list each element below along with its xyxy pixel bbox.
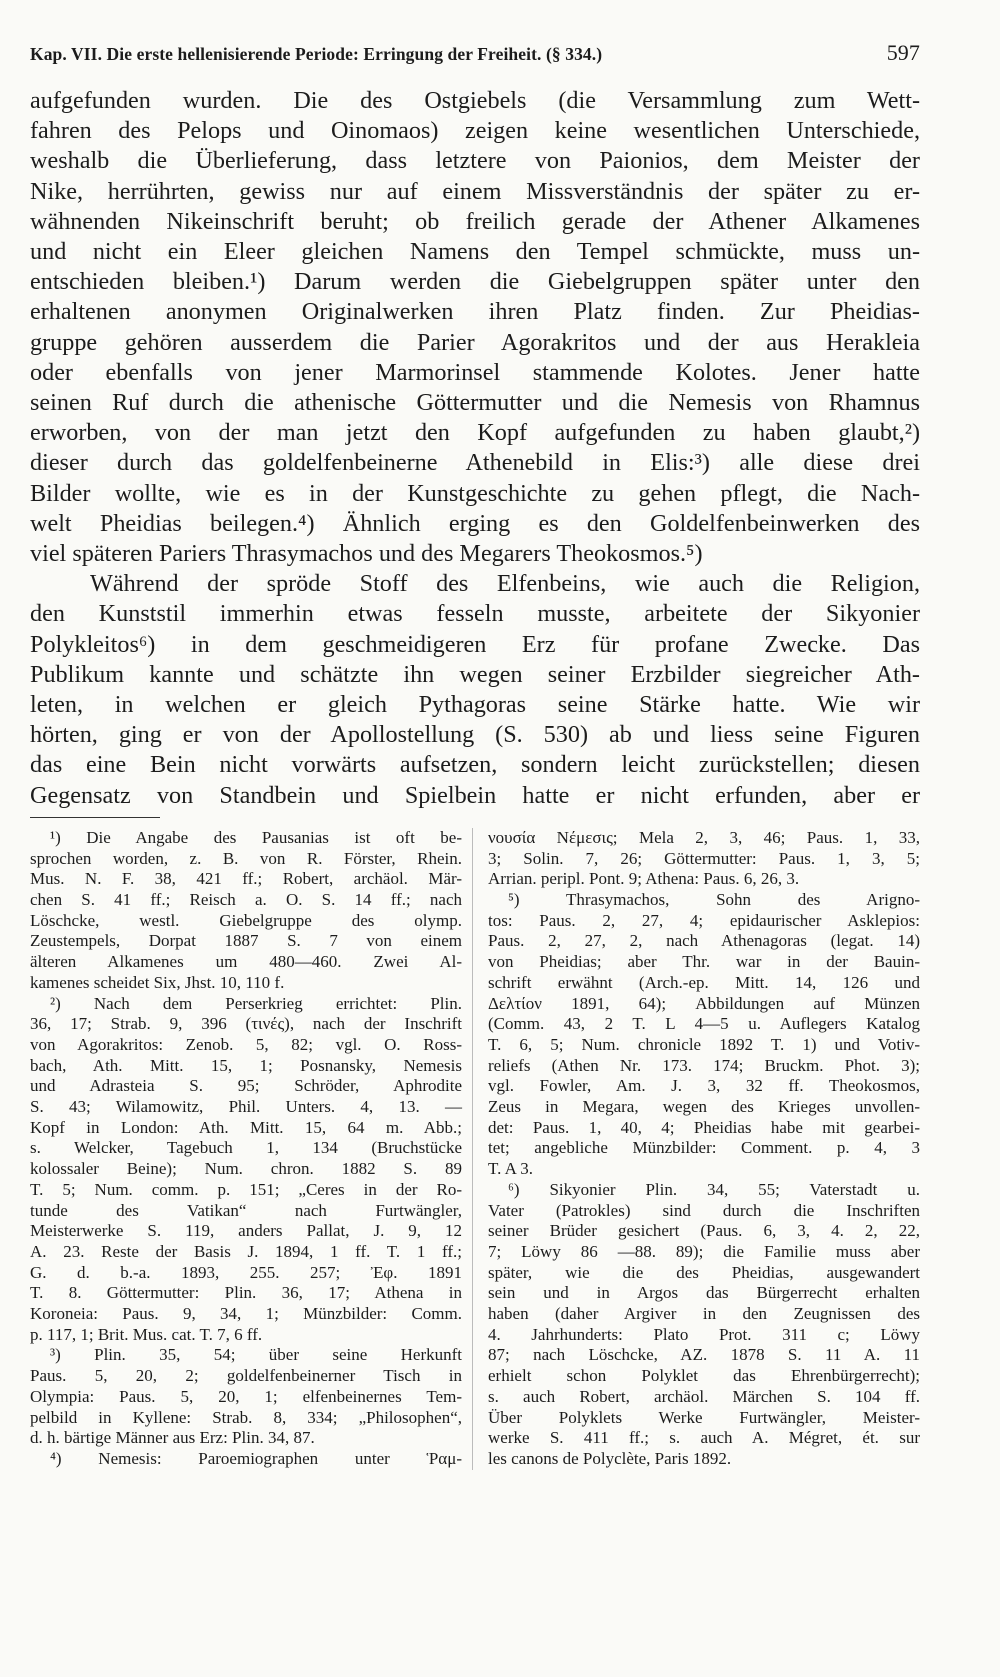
footnote-line: Zeus in Megara, wegen des Krieges unvollen- — [488, 1097, 920, 1117]
main-text — [30, 86, 920, 811]
footnote-line: Vater (Patrokles) sind durch die Inschriften — [488, 1200, 920, 1220]
body-line: den Kunststil immerhin etwas fesseln musste, arbeitete der Sikyonier — [30, 600, 920, 628]
footnote-line: sein und in Argos das Bürgerrecht erhalten — [488, 1283, 920, 1303]
body-line: Gegensatz von Standbein und Spielbein hatte er nicht erfunden, aber er — [30, 781, 920, 809]
footnote-line: A. 23. Reste der Basis J. 1894, 1 ff. T. 1 ff.; — [30, 1241, 462, 1261]
book-page — [30, 40, 920, 1470]
footnote-line: haben (daher Argiver in den Zeugnissen des — [488, 1304, 920, 1324]
footnotes-right-column — [478, 828, 920, 1470]
footnote-line: ³) Plin. 35, 54; über seine Herkunft — [50, 1345, 462, 1365]
footnote-line: ⁶) Sikyonier Plin. 34, 55; Vaterstadt u. — [508, 1179, 920, 1199]
footnote-line: ⁴) Nemesis: Paroemiographen unter Ῥαμ- — [50, 1448, 462, 1468]
footnote-line: vgl. Fowler, Am. J. 3, 32 ff. Theokosmos, — [488, 1076, 920, 1096]
footnote-line: von Pheidias; aber Thr. war in der Bauin- — [488, 952, 920, 972]
footnote-line: G. d. b.-a. 1893, 255. 257; Ἐφ. 1891 — [30, 1262, 462, 1282]
footnote-line: schrift erwähnt (Arch.-ep. Mitt. 14, 126 und — [488, 972, 920, 992]
footnote-line: tunde des Vatikan“ nach Furtwängler, — [30, 1200, 462, 1220]
footnote-line: s. auch Robert, archäol. Märchen S. 104 ff. — [488, 1386, 920, 1406]
footnote-line: T. 5; Num. comm. p. 151; „Ceres in der Ro- — [30, 1179, 462, 1199]
footnote-line: bach, Ath. Mitt. 15, 1; Posnansky, Nemesis — [30, 1055, 462, 1075]
footnote-line: Über Polyklets Werke Furtwängler, Meister- — [488, 1407, 920, 1427]
footnote-line: Δελτίον 1891, 64); Abbildungen auf Münzen — [488, 993, 920, 1013]
footnote-line: Arrian. peripl. Pont. 9; Athena: Paus. 6, 26, 3. — [488, 869, 800, 889]
body-line: weshalb die Überlieferung, dass letztere von Paionios, dem Meister der — [30, 147, 920, 175]
footnote-line: seiner Brüder gesichert (Paus. 6, 3, 4. 2, 22, — [488, 1221, 920, 1241]
footnote-line: Meisterwerke S. 119, anders Pallat, J. 9, 12 — [30, 1221, 462, 1241]
footnote-line: les canons de Polyclète, Paris 1892. — [488, 1448, 732, 1468]
footnote-line: Olympia: Paus. 5, 20, 1; elfenbeinernes Tem- — [30, 1386, 462, 1406]
footnote-line: T. A 3. — [488, 1159, 534, 1179]
body-line: leten, in welchen er gleich Pythagoras seine Stärke hatte. Wie wir — [30, 691, 920, 719]
footnote-line: reliefs (Athen Nr. 173. 174; Bruckm. Phot. 3); — [488, 1055, 920, 1075]
footnotes — [30, 828, 920, 1470]
footnote-line: erhielt schon Polyklet das Ehrenbürgerrecht); — [488, 1366, 920, 1386]
footnote-line: Paus. 5, 20, 2; goldelfenbeinerner Tisch in — [30, 1366, 462, 1386]
footnote-line: Paus. 2, 27, 2, nach Athenagoras (legat. 14) — [488, 931, 920, 951]
footnote-line: (Comm. 43, 2 T. L 4—5 u. Auflegers Katalog — [488, 1014, 920, 1034]
body-line: Polykleitos⁶) in dem geschmeidigeren Erz für profane Zwecke. Das — [30, 630, 920, 658]
footnote-line: 7; Löwy 86 —88. 89); die Familie muss aber — [488, 1241, 920, 1261]
footnote-line: Löschcke, westl. Giebelgruppe des olymp. — [30, 910, 462, 930]
body-line: welt Pheidias beilegen.⁴) Ähnlich erging es den Goldelfenbeinwerken des — [30, 509, 920, 537]
body-line: Bilder wollte, wie es in der Kunstgeschichte zu gehen pflegt, die Nach- — [30, 479, 920, 507]
footnote-line: 36, 17; Strab. 9, 396 (τινές), nach der Inschrift — [30, 1014, 462, 1034]
footnote-line: später, wie die des Pheidias, ausgewandert — [488, 1262, 920, 1282]
footnote-line: ¹) Die Angabe des Pausanias ist oft be- — [50, 827, 462, 847]
footnotes-left-column — [30, 828, 473, 1470]
footnote-line: tet; angebliche Münzbilder: Comment. p. 4, 3 — [488, 1138, 920, 1158]
body-line: das eine Bein nicht vorwärts aufsetzen, sondern leicht zurückstellen; diesen — [30, 751, 920, 779]
footnote-line: und Adrasteia S. 95; Schröder, Aphrodite — [30, 1076, 462, 1096]
running-head — [30, 40, 920, 66]
page-number: 597 — [886, 40, 920, 65]
footnote-line: kamenes scheidet Six, Jhst. 10, 110 f. — [30, 972, 285, 992]
body-line: viel späteren Pariers Thrasymachos und des Megarers Theokosmos.⁵) — [30, 540, 703, 568]
footnote-line: älteren Alkamenes um 480—460. Zwei Al- — [30, 952, 462, 972]
footnote-line: werke S. 411 ff.; s. auch A. Mégret, ét. sur — [488, 1428, 920, 1448]
footnote-line: kolossaler Beine); Num. chron. 1882 S. 89 — [30, 1159, 462, 1179]
footnote-line: sprochen worden, z. B. von R. Förster, Rhein. — [30, 848, 462, 868]
body-line: fahren des Pelops und Oinomaos) zeigen keine wesentlichen Unterschiede, — [30, 117, 920, 145]
footnote-line: det: Paus. 1, 40, 4; Pheidias habe mit gearbei- — [488, 1117, 920, 1137]
footnote-line: T. 6, 5; Num. chronicle 1892 T. 1) und Votiv- — [488, 1034, 920, 1054]
footnote-line: Zeustempels, Dorpat 1887 S. 7 von einem — [30, 931, 462, 951]
body-line: seinen Ruf durch die athenische Göttermutter und die Nemesis von Rhamnus — [30, 389, 920, 417]
footnote-line: ²) Nach dem Perserkrieg errichtet: Plin. — [50, 993, 462, 1013]
footnote-line: S. 43; Wilamowitz, Phil. Unters. 4, 13. — — [30, 1097, 462, 1117]
footnote-line: Kopf in London: Ath. Mitt. 15, 64 m. Abb.; — [30, 1117, 462, 1137]
footnote-line: s. Welcker, Tagebuch 1, 134 (Bruchstücke — [30, 1138, 462, 1158]
body-line: entschieden bleiben.¹) Darum werden die Giebelgruppen später unter den — [30, 268, 920, 296]
body-line: gruppe gehören ausserdem die Parier Agorakritos und der aus Herakleia — [30, 328, 920, 356]
body-line: oder ebenfalls von jener Marmorinsel stammende Kolotes. Jener hatte — [30, 358, 920, 386]
footnote-line: ⁵) Thrasymachos, Sohn des Arigno- — [508, 889, 920, 909]
body-line: erhaltenen anonymen Originalwerken ihren Platz finden. Zur Pheidias- — [30, 298, 920, 326]
footnote-line: p. 117, 1; Brit. Mus. cat. T. 7, 6 ff. — [30, 1324, 263, 1344]
body-line: und nicht ein Eleer gleichen Namens den Tempel schmückte, muss un- — [30, 238, 920, 266]
footnote-line: von Agorakritos: Zenob. 5, 82; vgl. O. Ross- — [30, 1034, 462, 1054]
footnote-rule — [30, 817, 160, 818]
footnote-line: 87; nach Löschcke, AZ. 1878 S. 11 A. 11 — [488, 1345, 920, 1365]
footnote-line: d. h. bärtige Männer aus Erz: Plin. 34, 87. — [30, 1428, 315, 1448]
body-line: erworben, von der man jetzt den Kopf aufgefunden zu haben glaubt,²) — [30, 419, 920, 447]
footnote-line: νουσία Νέμεσις; Mela 2, 3, 46; Paus. 1, 33, — [488, 827, 920, 847]
body-line: hörten, ging er von der Apollostellung (S. 530) ab und liess seine Figuren — [30, 721, 920, 749]
footnote-line: pelbild in Kyllene: Strab. 8, 334; „Philosophen“, — [30, 1407, 462, 1427]
footnote-line: Mus. N. F. 38, 421 ff.; Robert, archäol. Mär- — [30, 869, 462, 889]
body-line: Während der spröde Stoff des Elfenbeins, wie auch die Religion, — [90, 570, 920, 598]
body-line: Nike, herrührten, gewiss nur auf einem Missverständnis der später zu er- — [30, 177, 920, 205]
footnote-line: chen S. 41 ff.; Reisch a. O. S. 14 ff.; nach — [30, 889, 462, 909]
body-line: dieser durch das goldelfenbeinerne Athenebild in Elis:³) alle diese drei — [30, 449, 920, 477]
footnote-line: 3; Solin. 7, 26; Göttermutter: Paus. 1, 3, 5; — [488, 848, 920, 868]
footnote-line: T. 8. Göttermutter: Plin. 36, 17; Athena in — [30, 1283, 462, 1303]
chapter-title: Kap. VII. Die erste hellenisierende Periode: Erringung der Freiheit. (§ 334.) — [30, 44, 603, 64]
footnote-line: tos: Paus. 2, 27, 4; epidaurischer Asklepios: — [488, 910, 920, 930]
body-line: Publikum kannte und schätzte ihn wegen seiner Erzbilder siegreicher Ath- — [30, 660, 920, 688]
footnote-line: Koroneia: Paus. 9, 34, 1; Münzbilder: Comm. — [30, 1304, 462, 1324]
footnote-line: 4. Jahrhunderts: Plato Prot. 311 c; Löwy — [488, 1324, 920, 1344]
body-line: wähnenden Nikeinschrift beruht; ob freilich gerade der Athener Alkamenes — [30, 207, 920, 235]
body-line: aufgefunden wurden. Die des Ostgiebels (die Versammlung zum Wett- — [30, 87, 920, 114]
